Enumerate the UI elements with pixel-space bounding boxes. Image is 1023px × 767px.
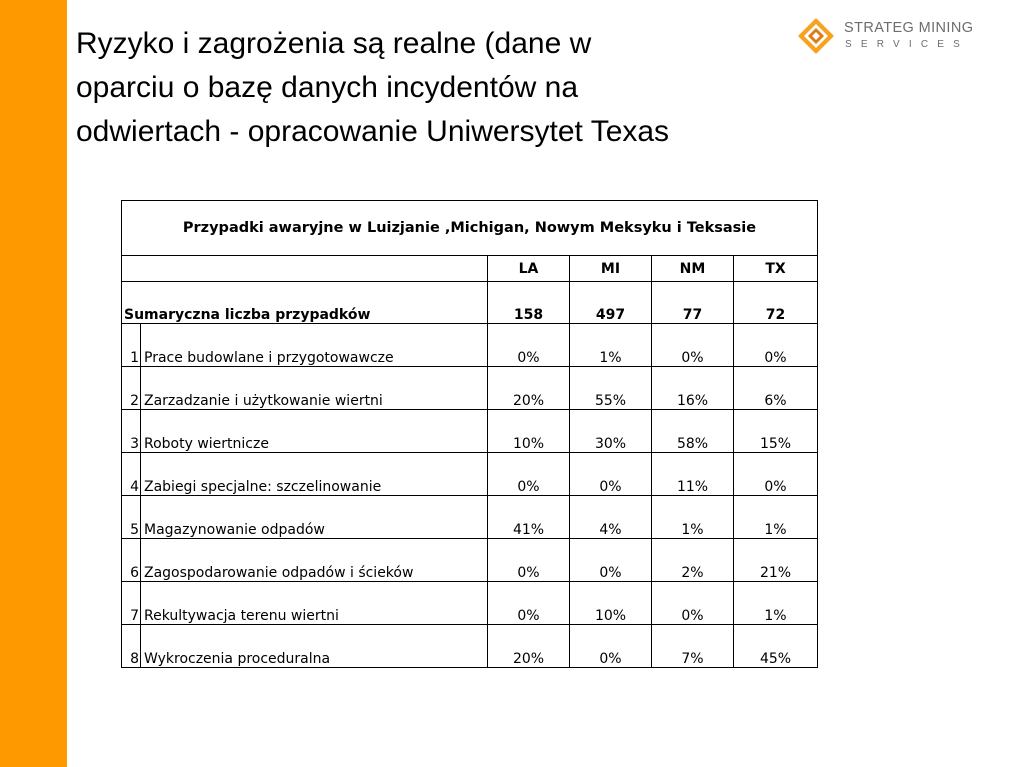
incidents-table bbox=[121, 200, 818, 668]
row-value-mi: 4% bbox=[570, 496, 652, 539]
row-label: Zagospodarowanie odpadów i ścieków bbox=[141, 539, 488, 582]
row-index: 5 bbox=[122, 496, 141, 539]
column-header-mi: MI bbox=[570, 256, 652, 282]
row-value-mi: 0% bbox=[570, 539, 652, 582]
row-index: 4 bbox=[122, 453, 141, 496]
row-value-mi: 0% bbox=[570, 625, 652, 668]
row-label: Magazynowanie odpadów bbox=[141, 496, 488, 539]
title-line-3: odwiertach - opracowanie Uniwersytet Texas bbox=[76, 115, 670, 148]
row-value-nm: 16% bbox=[652, 367, 734, 410]
row-value-nm: 7% bbox=[652, 625, 734, 668]
row-label: Roboty wiertnicze bbox=[141, 410, 488, 453]
column-header-la: LA bbox=[488, 256, 570, 282]
row-index: 8 bbox=[122, 625, 141, 668]
table-row bbox=[122, 625, 818, 668]
row-value-nm: 11% bbox=[652, 453, 734, 496]
row-label: Prace budowlane i przygotowawcze bbox=[141, 324, 488, 367]
row-value-nm: 2% bbox=[652, 539, 734, 582]
table-row bbox=[122, 496, 818, 539]
table-row bbox=[122, 582, 818, 625]
row-index: 3 bbox=[122, 410, 141, 453]
row-label: Zarzadzanie i użytkowanie wiertni bbox=[141, 367, 488, 410]
row-value-la: 0% bbox=[488, 453, 570, 496]
row-value-la: 0% bbox=[488, 539, 570, 582]
row-index: 1 bbox=[122, 324, 141, 367]
row-value-la: 20% bbox=[488, 625, 570, 668]
summary-row bbox=[122, 282, 818, 324]
row-value-mi: 30% bbox=[570, 410, 652, 453]
table-row bbox=[122, 410, 818, 453]
summary-value-mi: 497 bbox=[570, 282, 652, 324]
table-row bbox=[122, 539, 818, 582]
row-value-mi: 1% bbox=[570, 324, 652, 367]
row-value-nm: 1% bbox=[652, 496, 734, 539]
row-value-la: 41% bbox=[488, 496, 570, 539]
row-index: 7 bbox=[122, 582, 141, 625]
row-value-mi: 55% bbox=[570, 367, 652, 410]
summary-value-nm: 77 bbox=[652, 282, 734, 324]
row-value-mi: 0% bbox=[570, 453, 652, 496]
row-value-la: 10% bbox=[488, 410, 570, 453]
table-row bbox=[122, 324, 818, 367]
row-index: 2 bbox=[122, 367, 141, 410]
row-value-tx: 45% bbox=[734, 625, 818, 668]
row-value-tx: 1% bbox=[734, 496, 818, 539]
logo-text-primary: STRATEG MINING bbox=[844, 20, 974, 36]
row-value-tx: 1% bbox=[734, 582, 818, 625]
row-label: Rekultywacja terenu wiertni bbox=[141, 582, 488, 625]
column-header-nm: NM bbox=[652, 256, 734, 282]
title-line-1: Ryzyko i zagrożenia są realne (dane w bbox=[76, 27, 592, 60]
row-value-tx: 6% bbox=[734, 367, 818, 410]
row-value-la: 20% bbox=[488, 367, 570, 410]
column-header-tx: TX bbox=[734, 256, 818, 282]
row-value-la: 0% bbox=[488, 582, 570, 625]
table-caption: Przypadki awaryjne w Luizjanie ,Michigan, Nowym Meksyku i Teksasie bbox=[122, 201, 818, 256]
slide-title bbox=[76, 22, 796, 154]
row-value-tx: 15% bbox=[734, 410, 818, 453]
row-label: Zabiegi specjalne: szczelinowanie bbox=[141, 453, 488, 496]
company-logo bbox=[797, 17, 997, 57]
logo-text-secondary: SERVICES bbox=[845, 39, 969, 50]
row-value-tx: 0% bbox=[734, 324, 818, 367]
summary-value-tx: 72 bbox=[734, 282, 818, 324]
header-empty-cell bbox=[122, 256, 488, 282]
row-value-nm: 58% bbox=[652, 410, 734, 453]
column-header-row bbox=[122, 256, 818, 282]
row-value-mi: 10% bbox=[570, 582, 652, 625]
summary-label: Sumaryczna liczba przypadków bbox=[122, 282, 488, 324]
summary-value-la: 158 bbox=[488, 282, 570, 324]
diamond-logo-icon bbox=[797, 17, 835, 55]
table-row bbox=[122, 453, 818, 496]
row-label: Wykroczenia proceduralna bbox=[141, 625, 488, 668]
orange-side-bar bbox=[0, 0, 67, 767]
row-value-la: 0% bbox=[488, 324, 570, 367]
title-line-2: oparciu o bazę danych incydentów na bbox=[76, 71, 579, 104]
table-row bbox=[122, 367, 818, 410]
row-value-nm: 0% bbox=[652, 324, 734, 367]
row-value-nm: 0% bbox=[652, 582, 734, 625]
row-value-tx: 0% bbox=[734, 453, 818, 496]
row-value-tx: 21% bbox=[734, 539, 818, 582]
row-index: 6 bbox=[122, 539, 141, 582]
